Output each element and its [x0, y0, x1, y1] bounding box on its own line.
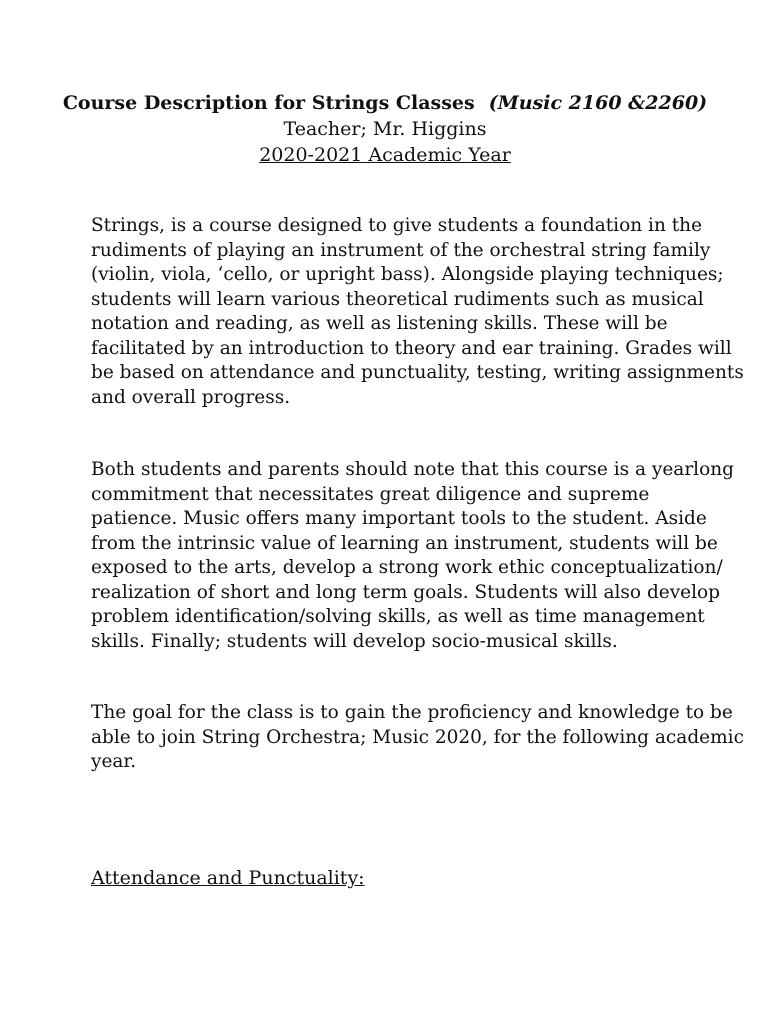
text-line: rudiments of playing an instrument of the orchestral string family [91, 239, 711, 261]
text-line: The goal for the class is to gain the proficiency and knowledge to be [91, 702, 733, 723]
text-line: be based on attendance and punctuality, testing, writing assignments [91, 362, 744, 383]
text-line: (violin, viola, ‘cello, or upright bass). Alongside playing techniques; [91, 264, 724, 285]
course-code: (Music 2160 &2260) [488, 92, 708, 114]
course-title-line [0, 92, 770, 114]
text-line: Strings, is a course designed to give students a foundation in the [91, 215, 703, 236]
text-line: commitment that necessitates great diligence and supreme [91, 483, 650, 505]
text-line: skills. Finally; students will develop socio-musical skills. [91, 630, 618, 652]
text-line: and overall progress. [91, 386, 291, 408]
text-line: patience. Music offers many important tools to the student. Aside [91, 508, 707, 529]
text-line: problem identification/solving skills, as well as time management [91, 606, 705, 627]
commitment-paragraph [91, 458, 734, 654]
academic-year: 2020-2021 Academic Year [259, 144, 511, 166]
text-line: exposed to the arts, develop a strong work ethic conceptualization/ [91, 557, 723, 578]
text-line: realization of short and long term goals. Students will also develop [91, 581, 721, 603]
course-title: Course Description for Strings Classes [62, 92, 475, 114]
text-line: from the intrinsic value of learning an instrument, students will be [91, 532, 718, 554]
text-line: year. [91, 751, 137, 772]
section-heading-attendance: Attendance and Punctuality: [91, 867, 365, 889]
course-overview-paragraph [91, 214, 744, 410]
text-line: able to join String Orchestra; Music 2020, for the following academic [91, 726, 744, 748]
goal-paragraph [91, 701, 744, 775]
text-line: Both students and parents should note that this course is a yearlong [91, 459, 734, 480]
text-line: notation and reading, as well as listening skills. These will be [91, 313, 668, 334]
text-line: students will learn various theoretical rudiments such as musical [91, 288, 704, 310]
teacher-line: Teacher; Mr. Higgins [283, 118, 487, 140]
text-line: facilitated by an introduction to theory and ear training. Grades will [91, 337, 732, 359]
